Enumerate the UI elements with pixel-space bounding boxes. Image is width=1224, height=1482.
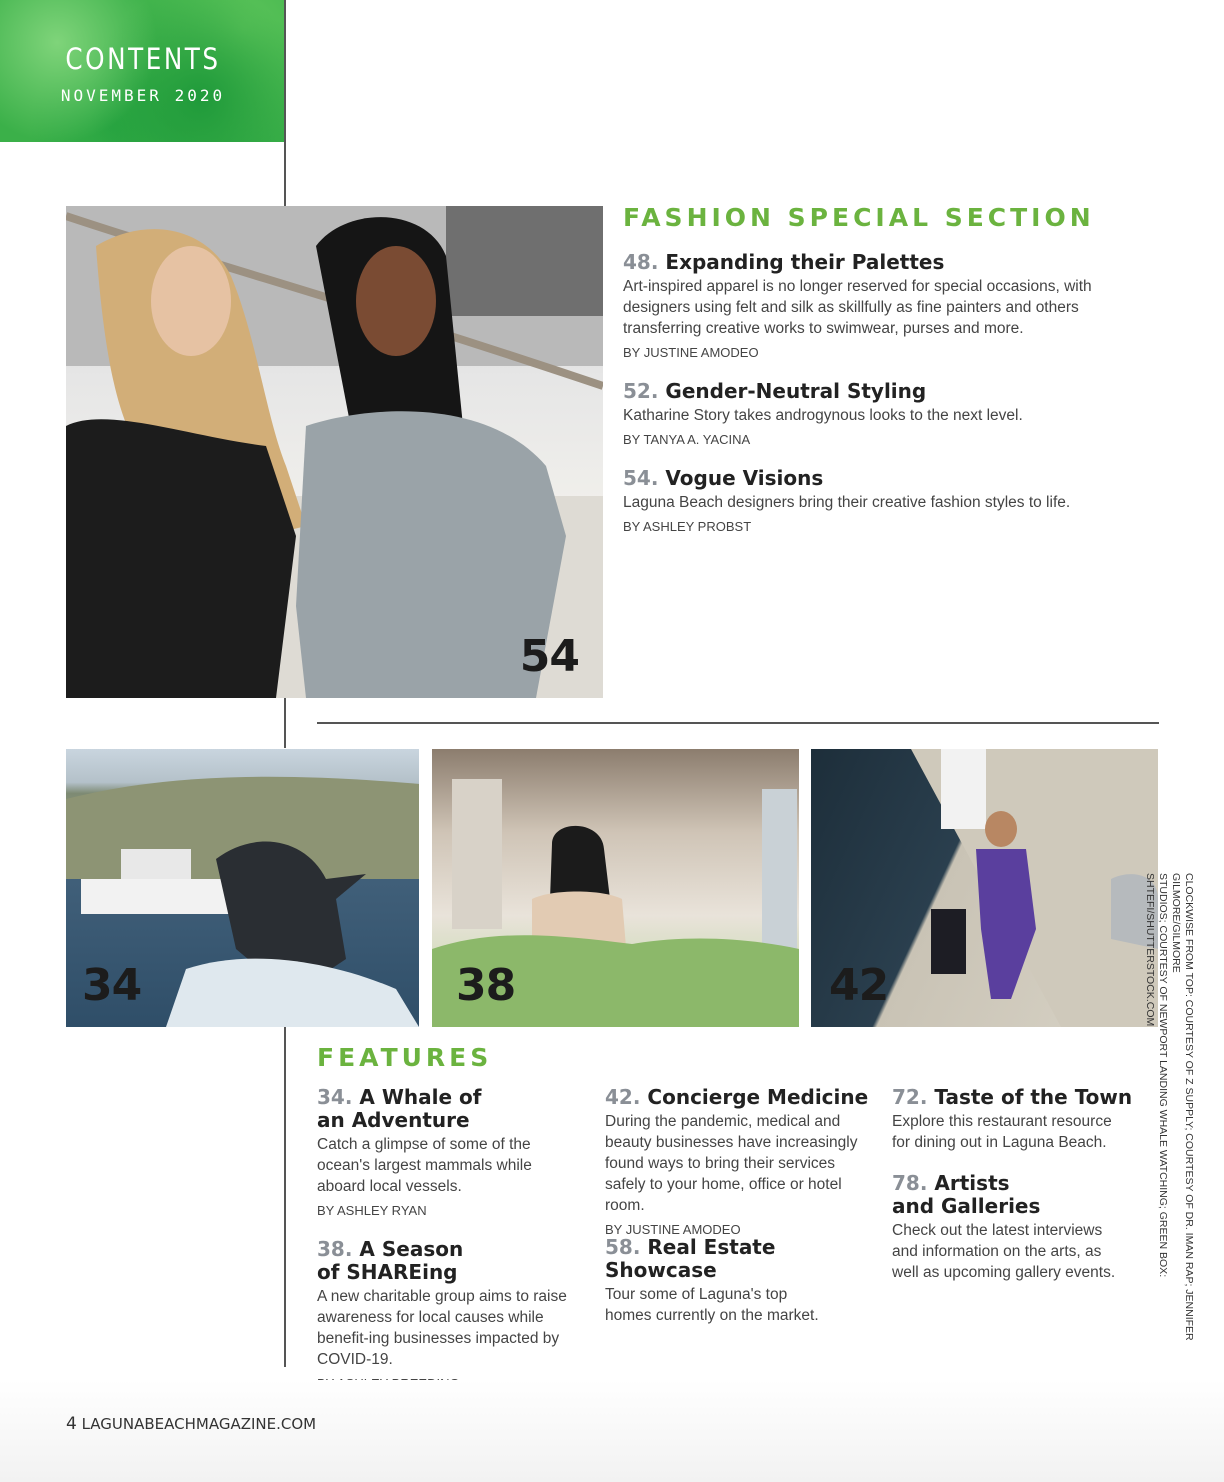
site-link[interactable]: LAGUNABEACHMAGAZINE.COM: [81, 1415, 317, 1433]
divider-vertical: [284, 1027, 286, 1367]
article-number: 48.: [623, 250, 659, 274]
article-title: Expanding their Palettes: [665, 250, 945, 274]
features-section-label: FEATURES: [317, 1043, 493, 1072]
article-title-line2: of SHAREing: [317, 1260, 458, 1284]
feature-article[interactable]: [317, 1086, 582, 1218]
article-number: 52.: [623, 379, 659, 403]
article-number: 38.: [317, 1237, 353, 1261]
feature-article[interactable]: [605, 1086, 875, 1237]
article-description: Art-inspired apparel is no longer reserved for special occasions, with designers using felt and silk as skillfully as fine painters and others transferring creative works to swimwear, purses and more.: [623, 278, 1092, 337]
article-description: Tour some of Laguna's top homes currently on the market.: [605, 1286, 819, 1324]
article-number: 72.: [892, 1085, 928, 1109]
article-byline: BY ASHLEY RYAN: [317, 1203, 427, 1218]
article-description: Check out the latest interviews and information on the arts, as well as upcoming gallery events.: [892, 1222, 1116, 1281]
fashion-section-label: FASHION SPECIAL SECTION: [623, 203, 1095, 232]
page-footer: [66, 1414, 316, 1434]
fashion-article[interactable]: [623, 467, 1103, 534]
article-title: Vogue Visions: [665, 466, 824, 490]
article-title: Artists: [934, 1171, 1010, 1195]
article-number: 78.: [892, 1171, 928, 1195]
feature-article[interactable]: [317, 1238, 582, 1391]
photo-credit: [1144, 873, 1195, 1363]
article-description: Laguna Beach designers bring their creative fashion styles to life.: [623, 494, 1071, 511]
florist-photo: [432, 749, 799, 1027]
contents-title: CONTENTS: [65, 42, 221, 76]
feature-article[interactable]: [892, 1172, 1152, 1283]
nurse-photo: [811, 749, 1158, 1027]
article-byline: BY JUSTINE AMODEO: [605, 1222, 741, 1237]
photo-credit-line2: STUDIOS; COURTESY OF NEWPORT LANDING WHALE WATCHING; GREEN BOX: SHTEFI/SHUTTERSTOCK.COM: [1144, 873, 1169, 1278]
article-title-line2: and Galleries: [892, 1194, 1041, 1218]
article-byline: BY ASHLEY PROBST: [623, 519, 752, 534]
article-title: Gender-Neutral Styling: [665, 379, 927, 403]
article-title: Concierge Medicine: [647, 1085, 869, 1109]
fashion-photo: [66, 206, 603, 698]
article-title-line2: Showcase: [605, 1258, 717, 1282]
article-byline: BY JUSTINE AMODEO: [623, 345, 759, 360]
article-description: Catch a glimpse of some of the ocean's largest mammals while aboard local vessels.: [317, 1136, 532, 1195]
article-number: 58.: [605, 1235, 641, 1259]
article-description: A new charitable group aims to raise awareness for local causes while benefit-ing businesses impacted by COVID-19.: [317, 1288, 567, 1368]
divider-vertical: [284, 0, 286, 206]
article-number: 34.: [317, 1085, 353, 1109]
divider-horizontal: [317, 722, 1159, 724]
article-title: A Whale of: [359, 1085, 482, 1109]
fashion-photo-illustration: [66, 206, 603, 698]
fashion-page-number: 54: [519, 631, 579, 682]
feature-article[interactable]: [892, 1086, 1152, 1153]
divider-vertical: [284, 698, 286, 748]
fashion-article[interactable]: [623, 251, 1103, 360]
article-title-line2: an Adventure: [317, 1108, 470, 1132]
florist-page-number: 38: [456, 960, 516, 1011]
nurse-page-number: 42: [829, 960, 889, 1011]
feature-article[interactable]: [605, 1236, 875, 1326]
article-number: 42.: [605, 1085, 641, 1109]
article-title: A Season: [359, 1237, 464, 1261]
fashion-article[interactable]: [623, 380, 1103, 447]
article-byline: BY TANYA A. YACINA: [623, 432, 751, 447]
whale-page-number: 34: [82, 960, 142, 1011]
whale-photo: [66, 749, 419, 1027]
article-description: Explore this restaurant resource for dining out in Laguna Beach.: [892, 1113, 1112, 1151]
issue-date: NOVEMBER 2020: [60, 86, 226, 105]
article-number: 54.: [623, 466, 659, 490]
article-description: Katharine Story takes androgynous looks to the next level.: [623, 407, 1023, 424]
article-title: Taste of the Town: [934, 1085, 1133, 1109]
article-description: During the pandemic, medical and beauty businesses have increasingly found ways to bring their services safely to your home, office or hotel room.: [605, 1113, 858, 1214]
page-number: 4: [66, 1414, 77, 1434]
article-title: Real Estate: [647, 1235, 776, 1259]
photo-credit-line1: CLOCKWISE FROM TOP: COURTESY OF Z SUPPLY; COURTESY OF DR. IMAN RAP; JENNIFER GILMORE/GILMORE: [1170, 873, 1195, 1341]
